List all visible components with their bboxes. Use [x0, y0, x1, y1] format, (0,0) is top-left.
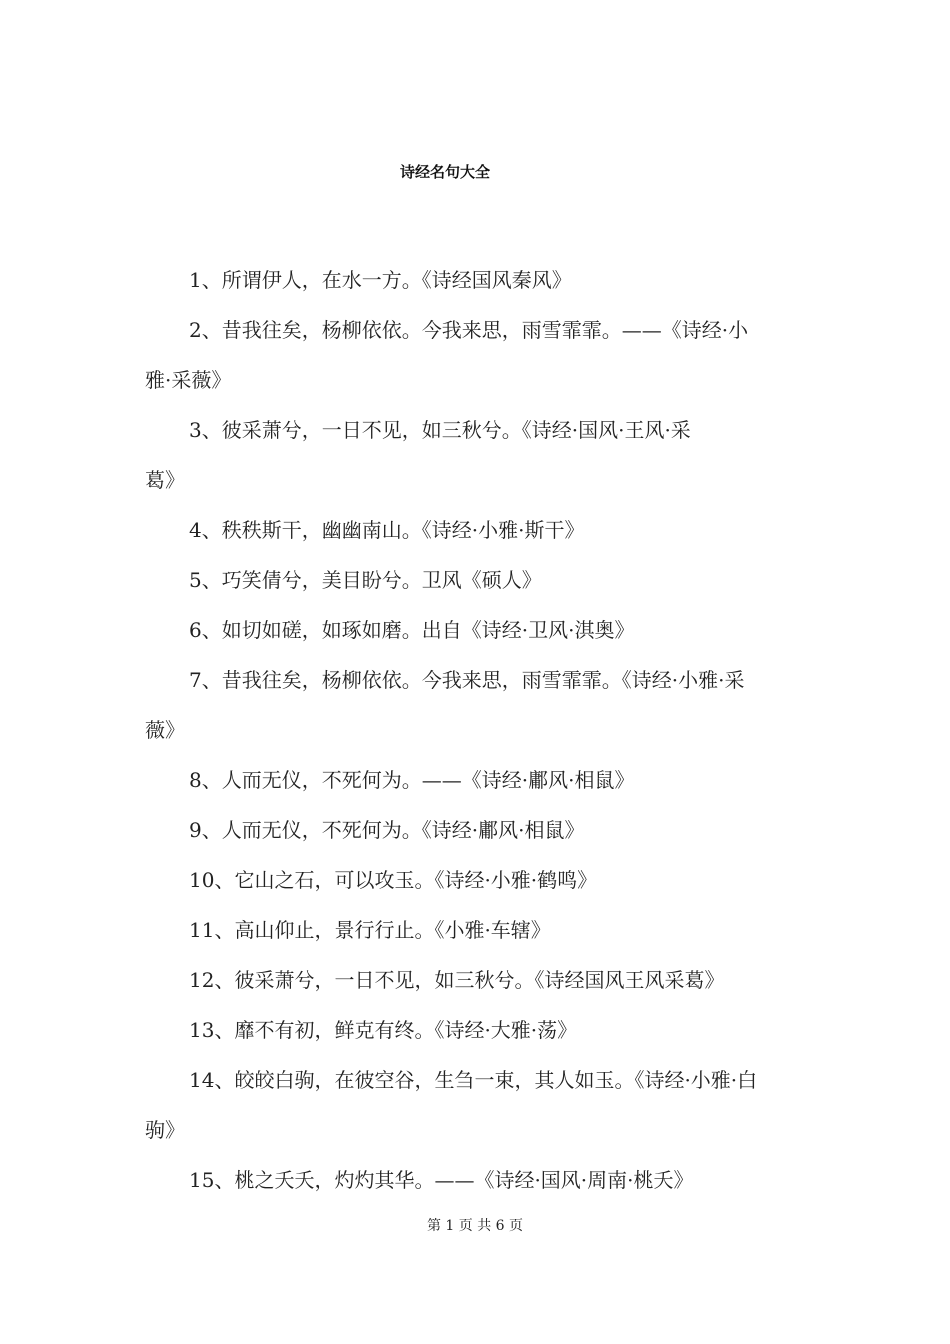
list-item: 9、人而无仪，不死何为。《诗经·鄘风·相鼠》	[189, 818, 585, 842]
page-title: 诗经名句大全	[399, 163, 490, 181]
list-item-continuation: 葛》	[145, 468, 185, 492]
list-item: 13、靡不有初，鲜克有终。《诗经·大雅·荡》	[189, 1018, 578, 1042]
quote-list	[145, 255, 810, 1205]
list-item: 10、它山之石，可以攻玉。《诗经·小雅·鹤鸣》	[189, 868, 598, 892]
list-item: 15、桃之夭夭，灼灼其华。——《诗经·国风·周南·桃夭》	[189, 1168, 694, 1192]
list-item: 7、昔我往矣，杨柳依依。今我来思，雨雪霏霏。《诗经·小雅·采	[189, 668, 745, 692]
list-item: 2、昔我往矣，杨柳依依。今我来思，雨雪霏霏。——《诗经·小	[189, 318, 749, 342]
page-number-footer: 第 1 页 共 6 页	[426, 1218, 524, 1234]
list-item: 4、秩秩斯干，幽幽南山。《诗经·小雅·斯干》	[189, 518, 585, 542]
list-item: 3、彼采萧兮，一日不见，如三秋兮。《诗经·国风·王风·采	[189, 418, 691, 442]
list-item: 6、如切如磋，如琢如磨。出自《诗经·卫风·淇奥》	[189, 618, 635, 642]
list-item: 12、彼采萧兮，一日不见，如三秋兮。《诗经国风王风采葛》	[189, 968, 725, 992]
list-item: 1、所谓伊人，在水一方。《诗经国风秦风》	[189, 268, 572, 292]
list-item: 14、皎皎白驹，在彼空谷，生刍一束，其人如玉。《诗经·小雅·白	[189, 1068, 758, 1092]
list-item: 5、巧笑倩兮，美目盼兮。卫风《硕人》	[189, 568, 542, 592]
list-item-continuation: 雅·采薇》	[145, 368, 232, 392]
list-item: 11、高山仰止，景行行止。《小雅·车辖》	[189, 918, 551, 942]
list-item-continuation: 薇》	[145, 718, 185, 742]
list-item-continuation: 驹》	[145, 1118, 185, 1142]
list-item: 8、人而无仪，不死何为。——《诗经·鄘风·相鼠》	[189, 768, 635, 792]
